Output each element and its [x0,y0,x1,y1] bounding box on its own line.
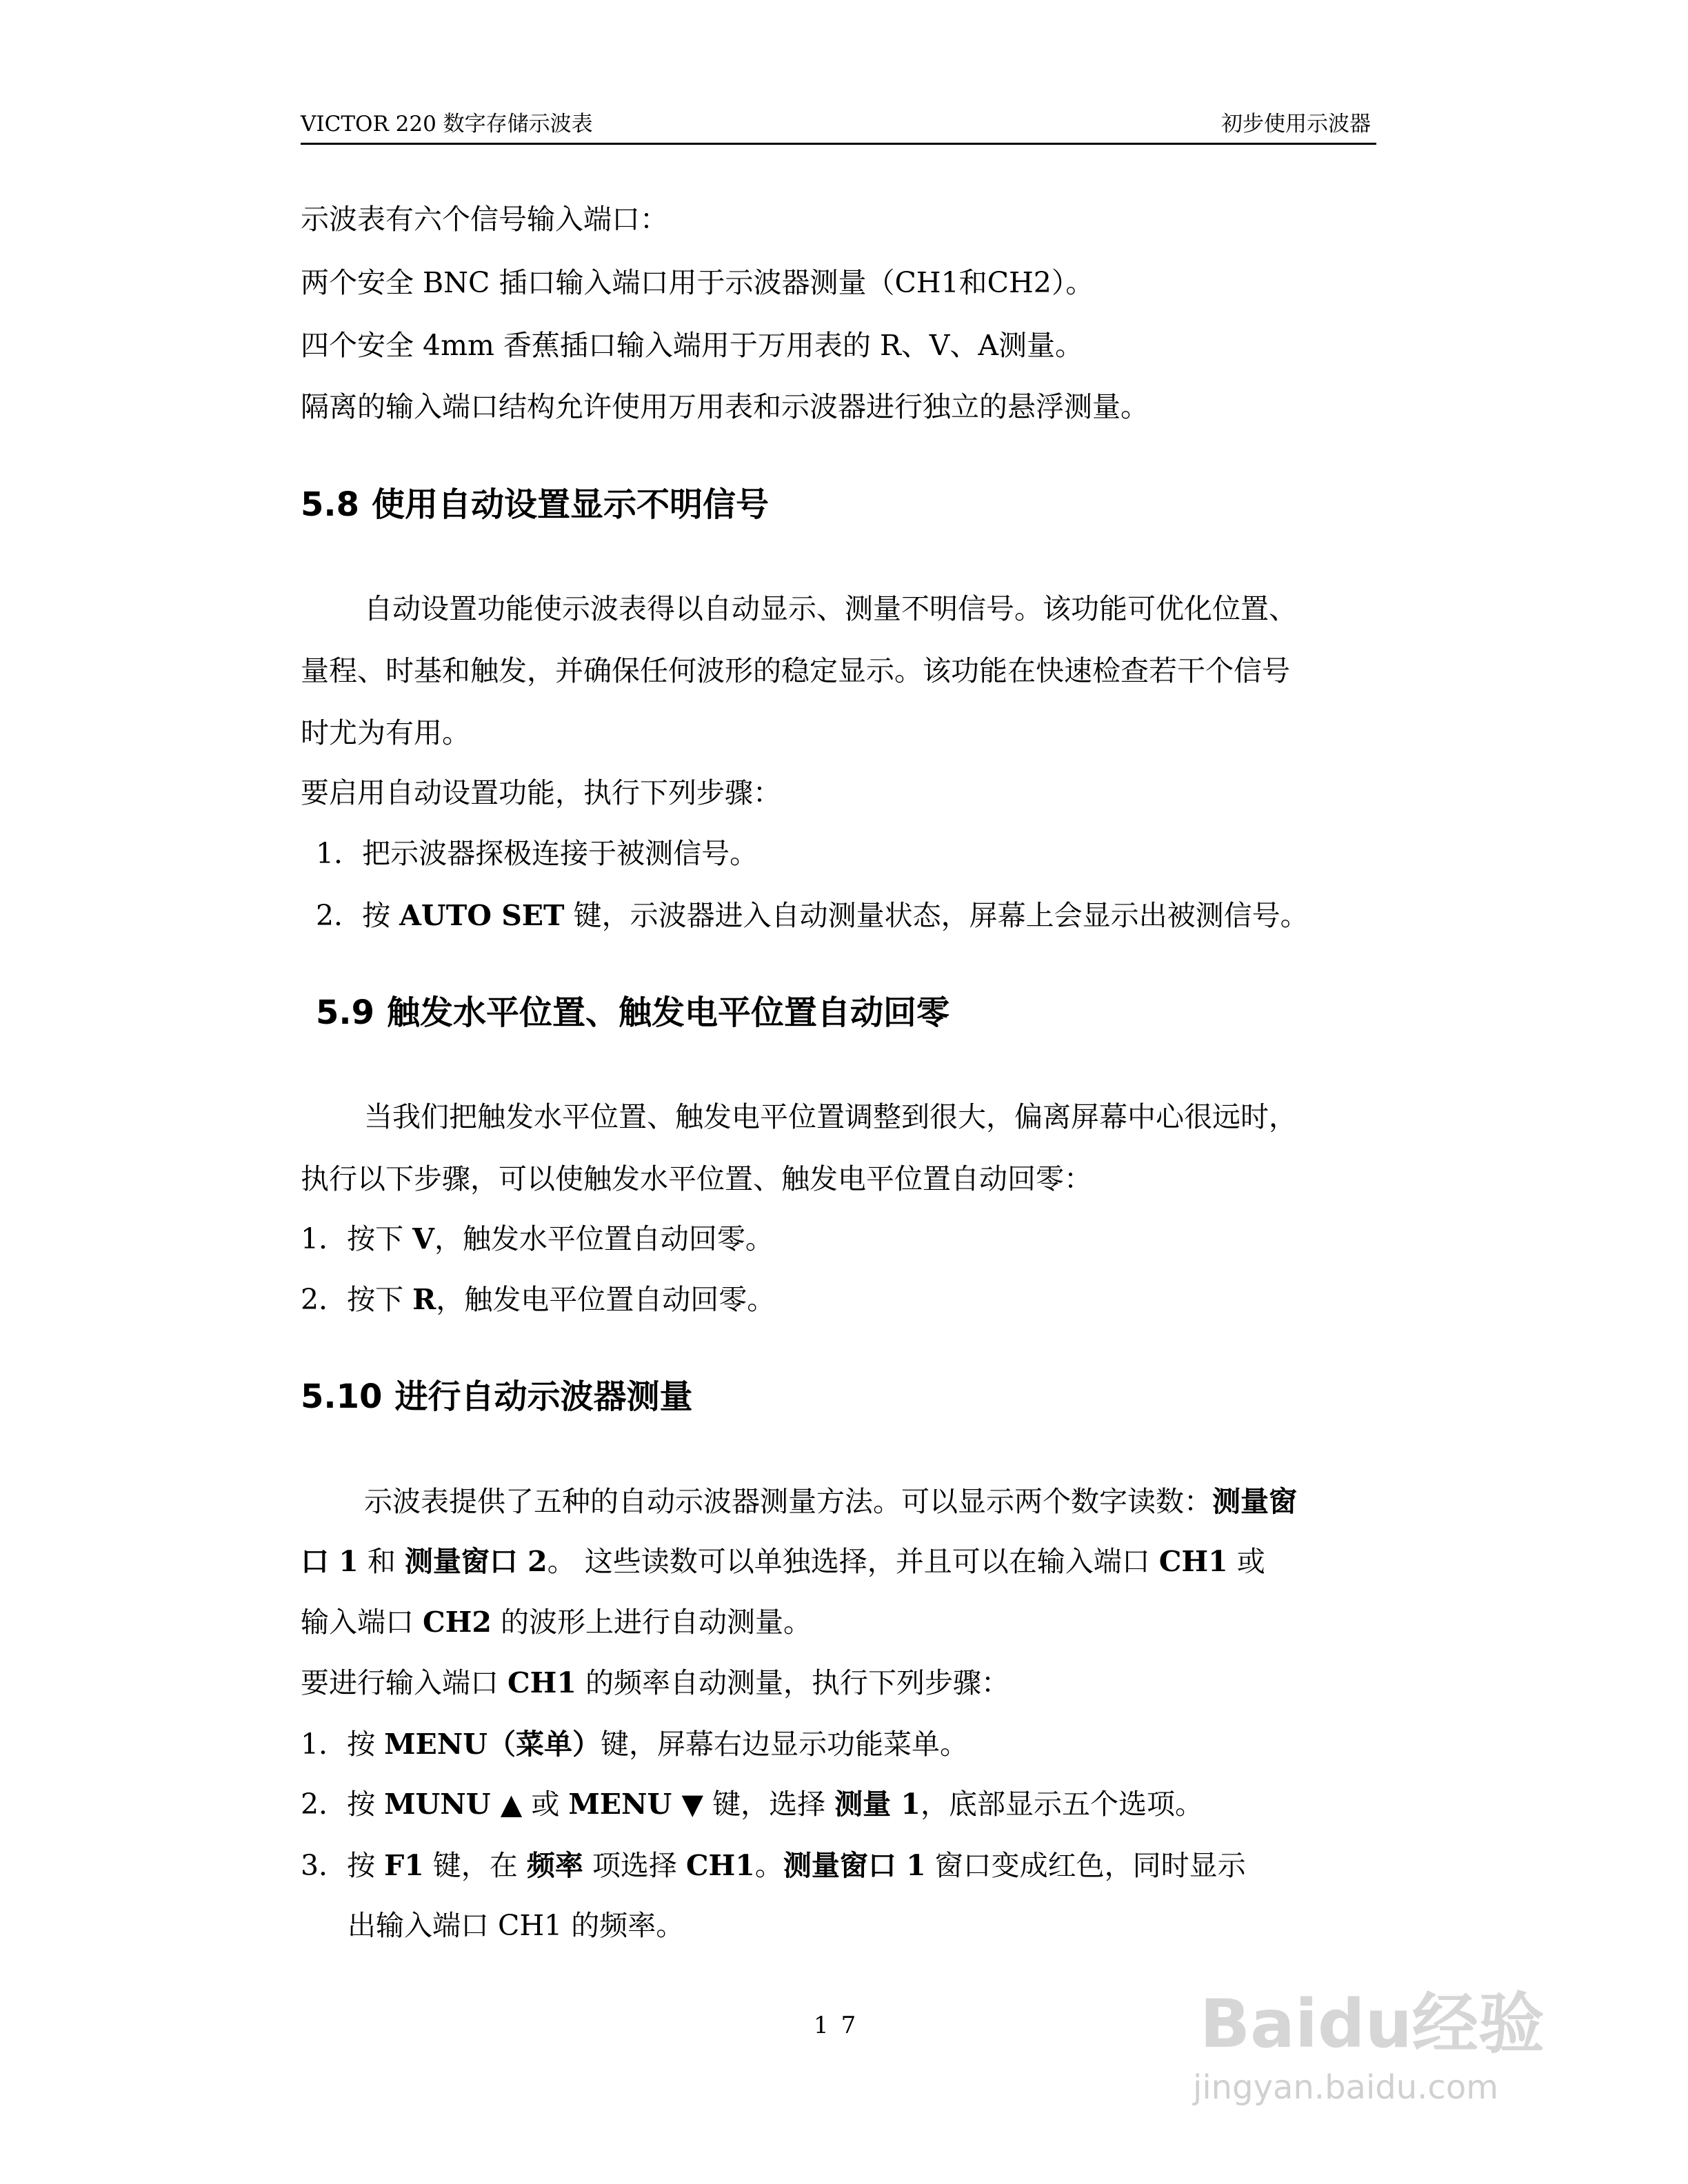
section-number: 5.10 [301,1377,383,1416]
paragraph-line: 口 1 和 测量窗口 2。 这些读数可以单独选择，并且可以在输入端口 CH1 或 [301,1545,1265,1578]
key-label: AUTO SET [399,899,565,932]
step-line: 1．按下 V，触发水平位置自动回零。 [301,1222,774,1255]
watermark [1172,1965,1558,2116]
step-line: 1．把示波器探极连接于被测信号。 [316,837,758,870]
section-title: 触发水平位置、触发电平位置自动回零 [387,993,950,1032]
page-number: 17 [814,2012,869,2039]
step-line: 1．按 MENU（菜单）键，屏幕右边显示功能菜单。 [301,1728,968,1761]
paragraph-line: 量程、时基和触发，并确保任何波形的稳定显示。该功能在快速检查若干个信号 [301,654,1290,687]
page-header [301,105,1376,145]
paragraph-line: 输入端口 CH2 的波形上进行自动测量。 [301,1606,812,1639]
paragraph-line: 时尤为有用。 [301,716,470,749]
paragraph-line: 要进行输入端口 CH1 的频率自动测量，执行下列步骤： [301,1666,1009,1699]
intro-line-1: 示波表有六个信号输入端口： [301,203,668,236]
section-number: 5.9 [316,993,375,1032]
step-line-continuation: 出输入端口 CH1 的频率。 [348,1909,685,1942]
step-line: 2．按下 R，触发电平位置自动回零。 [301,1283,776,1316]
paragraph-line: 要启用自动设置功能，执行下列步骤： [301,776,781,809]
header-chapter-title: 初步使用示波器 [1221,112,1371,136]
step-line: 2．按 AUTO SET 键，示波器进入自动测量状态，屏幕上会显示出被测信号。 [316,899,1309,932]
section-title: 使用自动设置显示不明信号 [372,485,770,524]
watermark-logo: Baidu经验 [1200,1985,1545,2063]
key-label: V [412,1222,434,1255]
section-title: 进行自动示波器测量 [394,1377,693,1416]
step-line: 3．按 F1 键，在 频率 项选择 CH1。测量窗口 1 窗口变成红色，同时显示 [301,1849,1246,1882]
intro-line-2: 两个安全 BNC 插口输入端口用于示波器测量（CH1和CH2）。 [301,266,1094,299]
paragraph-line: 示波表提供了五种的自动示波器测量方法。可以显示两个数字读数：测量窗 [364,1485,1297,1518]
section-5-10-heading [301,1370,692,1417]
section-5-8-heading [301,478,769,525]
paragraph-line: 当我们把触发水平位置、触发电平位置调整到很大，偏离屏幕中心很远时， [364,1100,1297,1133]
section-number: 5.8 [301,485,360,524]
intro-line-3: 四个安全 4mm 香蕉插口输入端用于万用表的 R、V、A测量。 [301,329,1084,362]
section-5-9-heading [316,986,950,1033]
watermark-url: jingyan.baidu.com [1193,2068,1498,2107]
header-document-title: VICTOR 220 数字存储示波表 [301,112,593,136]
key-label: R [412,1283,436,1316]
step-line: 2．按 MUNU ▲ 或 MENU ▼ 键，选择 测量 1，底部显示五个选项。 [301,1788,1203,1821]
paragraph-line: 自动设置功能使示波表得以自动显示、测量不明信号。该功能可优化位置、 [364,592,1297,625]
paragraph-line: 执行以下步骤，可以使触发水平位置、触发电平位置自动回零： [301,1162,1092,1195]
intro-line-4: 隔离的输入端口结构允许使用万用表和示波器进行独立的悬浮测量。 [301,390,1149,423]
